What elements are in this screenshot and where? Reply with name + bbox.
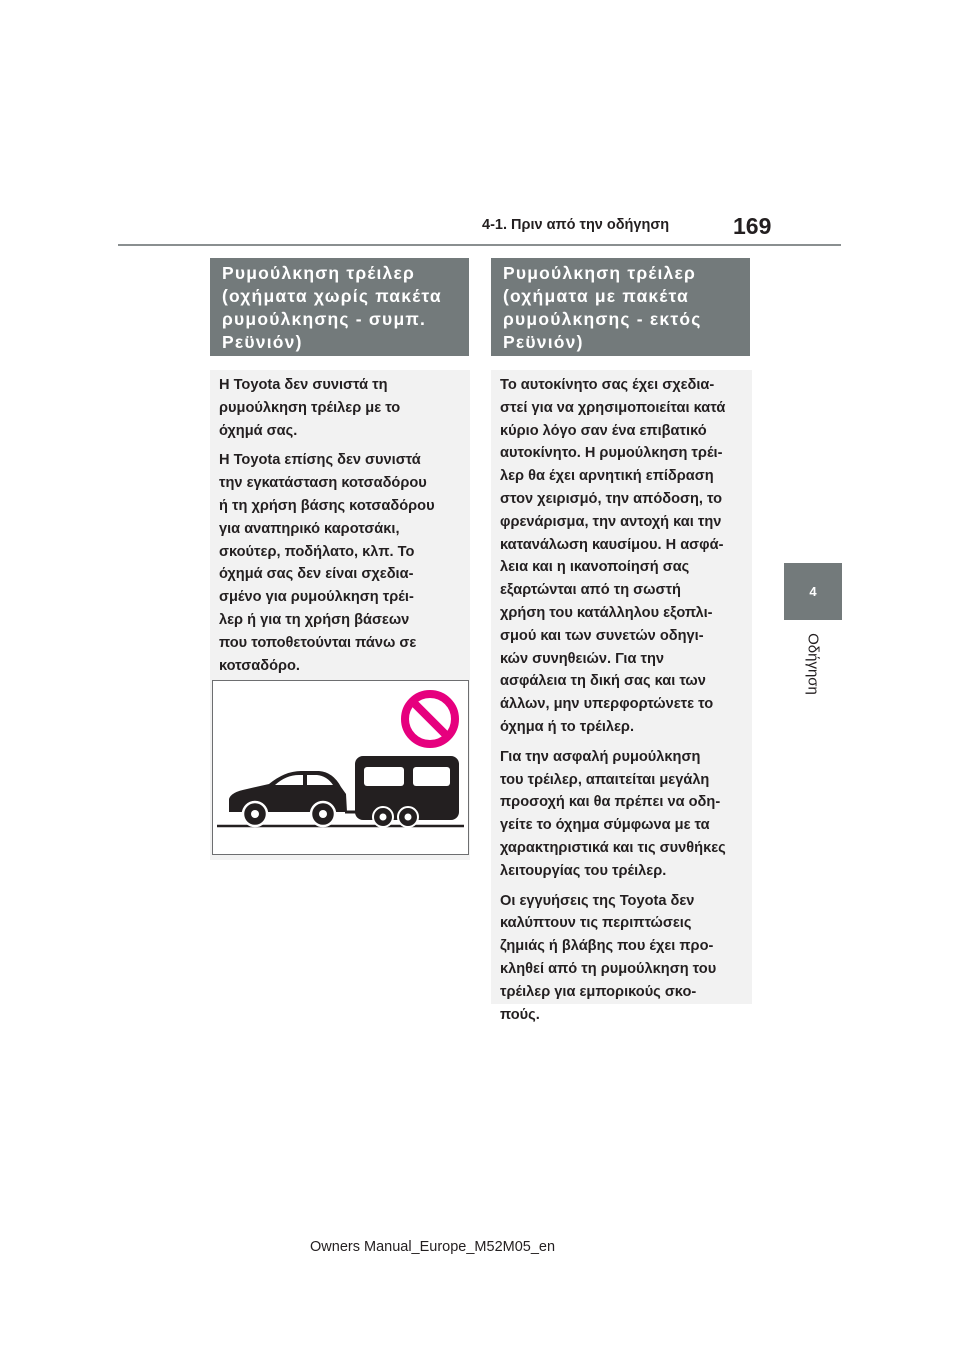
- title-line: Ρυμούλκηση τρέιλερ: [222, 263, 416, 283]
- text-line: Το αυτοκίνητο σας έχει σχεδια-: [500, 377, 715, 393]
- text-line: σμού και των συνετών οδηγι-: [500, 627, 704, 644]
- text-line: χρήση του κατάλληλου εξοπλι-: [500, 604, 713, 621]
- text-line: του τρέιλερ, απαιτείται μεγάλη: [500, 771, 710, 788]
- text-line: όχημα ή το τρέιλερ.: [500, 718, 635, 735]
- text-line: καλύπτουν τις περιπτώσεις: [500, 915, 692, 932]
- text-line: τρέιλερ για εμπορικούς σκο-: [500, 983, 697, 1000]
- text-line: λερ ή για τη χρήση βάσεων: [219, 611, 410, 628]
- text-line: ή τη χρήση βάσης κοτσαδόρου: [219, 497, 435, 514]
- text-line: στον χειρισμό, την απόδοση, το: [500, 490, 723, 507]
- paragraph: [500, 374, 744, 739]
- towing-prohibited-illustration: [212, 680, 469, 855]
- title-line: Ρεϋνιόν): [222, 332, 303, 352]
- title-line: Ρυμούλκηση τρέιλερ: [503, 263, 697, 283]
- text-line: προσοχή και θα πρέπει να οδη-: [500, 794, 721, 811]
- title-line: ρυμούλκησης - συμπ.: [222, 309, 427, 329]
- text-line: άλλων, μην υπερφορτώνετε το: [500, 696, 714, 713]
- text-line: ρυμούλκηση τρέιλερ με το: [219, 399, 401, 416]
- prohibition-icon: [405, 694, 455, 744]
- text-line: που τοποθετούνται πάνω σε: [219, 634, 417, 651]
- text-line: λερ θα έχει αρνητική επίδραση: [500, 468, 714, 485]
- page-number: 169: [733, 213, 772, 239]
- left-section-title: [210, 258, 469, 356]
- paragraph: [219, 374, 462, 442]
- footer-text: Owners Manual_Europe_M52M05_en: [310, 1239, 556, 1255]
- chapter-number: 4: [809, 584, 817, 599]
- text-line: αυτοκίνητο. Η ρυμούλκηση τρέι-: [500, 445, 723, 462]
- text-line: για αναπηρικό καροτσάκι,: [219, 520, 400, 537]
- text-line: κύριο λόγο σαν ένα επιβατικό: [500, 422, 707, 439]
- title-line: (οχήματα με πακέτα: [503, 286, 689, 306]
- text-line: γείτε το όχημα σύμφωνα με τα: [500, 817, 710, 834]
- text-line: χαρακτηριστικά και τις συνθήκες: [500, 839, 726, 856]
- text-line: Οι εγγυήσεις της Toyota δεν: [500, 892, 695, 909]
- title-line: (οχήματα χωρίς πακέτα: [222, 286, 442, 306]
- paragraph: [219, 449, 462, 677]
- title-line: Ρεϋνιόν): [503, 332, 584, 352]
- text-line: λεια και η ικανοποίησή σας: [500, 559, 690, 576]
- text-line: κληθεί από τη ρυμούλκηση του: [500, 960, 717, 977]
- text-line: Η Toyota επίσης δεν συνιστά: [219, 452, 421, 469]
- text-line: πούς.: [500, 1006, 540, 1023]
- chapter-tab[interactable]: [784, 563, 842, 620]
- paragraph: [500, 890, 744, 1027]
- text-line: Για την ασφαλή ρυμούλκηση: [500, 748, 701, 765]
- text-line: την εγκατάσταση κοτσαδόρου: [219, 475, 427, 492]
- title-line: ρυμούλκησης - εκτός: [503, 309, 702, 329]
- text-line: κατανάλωση καυσίμου. Η ασφά-: [500, 536, 724, 553]
- text-line: φρενάρισμα, την αντοχή και την: [500, 513, 722, 530]
- header-section-title: 4-1. Πριν από την οδήγηση: [482, 217, 670, 233]
- text-line: σκούτερ, ποδήλατο, κλπ. Το: [219, 543, 415, 560]
- text-line: κών συνηθειών. Για την: [500, 650, 665, 667]
- text-line: ασφάλεια τη δική σας και των: [500, 673, 706, 690]
- text-line: Η Toyota δεν συνιστά τη: [219, 377, 388, 393]
- caravan-trailer-icon: [345, 756, 459, 827]
- text-line: όχημά σας.: [219, 422, 298, 439]
- text-line: σμένο για ρυμούλκηση τρέι-: [219, 589, 414, 606]
- text-line: στεί για να χρησιμοποιείται κατά: [500, 399, 726, 416]
- text-line: κοτσαδόρο.: [219, 657, 300, 674]
- chapter-label: Οδήγηση: [804, 633, 822, 695]
- right-section-title: [491, 258, 750, 356]
- illustration-svg: [213, 681, 468, 854]
- text-line: όχημά σας δεν είναι σχεδια-: [219, 566, 414, 583]
- text-line: λειτουργίας του τρέιλερ.: [500, 862, 667, 879]
- car-icon: [229, 771, 347, 826]
- text-line: εξαρτώνται από τη σωστή: [500, 582, 681, 599]
- right-content-box: [491, 370, 752, 1023]
- text-line: ζημιάς ή βλάβης που έχει προ-: [500, 938, 714, 955]
- paragraph: [500, 746, 744, 883]
- header-rule: [118, 244, 841, 246]
